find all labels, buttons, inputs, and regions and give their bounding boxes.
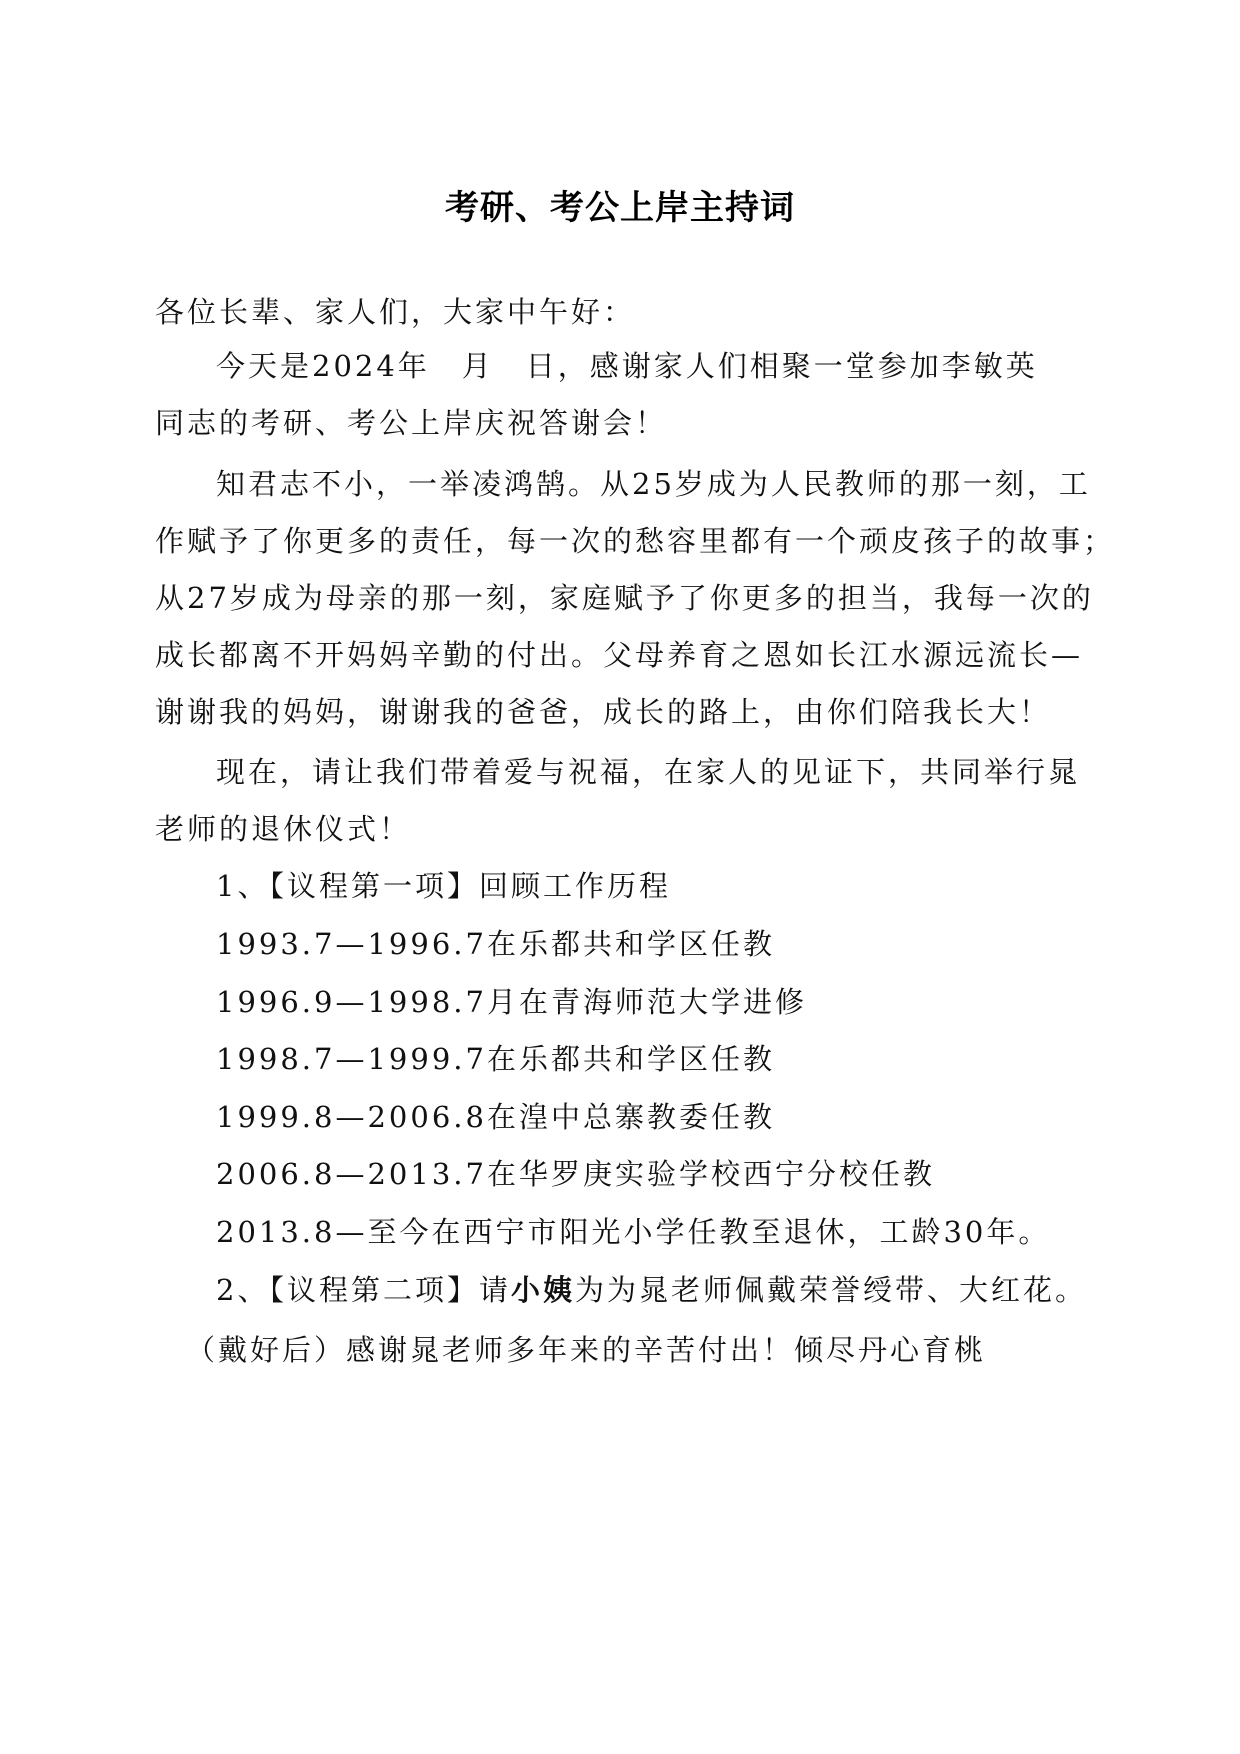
agenda-item-2-prefix: 2、【议程第二项】请 — [216, 1273, 511, 1307]
paragraph-line: 同志的考研、考公上岸庆祝答谢会！ — [155, 406, 668, 440]
paragraph-line: 成长都离不开妈妈辛勤的付出。父母养育之恩如长江水源远流长— — [155, 638, 1084, 672]
paragraph-line: 今天是2024年 月 日，感谢家人们相聚一堂参加李敏英 — [216, 349, 1038, 383]
agenda-item-2-highlight: 小姨 — [510, 1273, 575, 1307]
agenda-item-1: 1、【议程第一项】回顾工作历程 — [216, 869, 671, 903]
greeting-line: 各位长辈、家人们，大家中午好： — [155, 295, 636, 329]
timeline-entry: 2006.8—2013.7在华罗庚实验学校西宁分校任教 — [216, 1157, 935, 1191]
paragraph-line: 知君志不小，一举凌鸿鹄。从25岁成为人民教师的那一刻，工 — [216, 467, 1091, 501]
timeline-entry: 1999.8—2006.8在湟中总寨教委任教 — [216, 1100, 775, 1134]
paragraph-line: 作赋予了你更多的责任，每一次的愁容里都有一个顽皮孩子的故事； — [155, 524, 1116, 558]
paragraph-line: 谢谢我的妈妈，谢谢我的爸爸，成长的路上，由你们陪我长大！ — [155, 695, 1052, 729]
paragraph-line: （戴好后）感谢晁老师多年来的辛苦付出！倾尽丹心育桃 — [186, 1333, 987, 1367]
agenda-item-2-suffix: 为为晁老师佩戴荣誉绶带、大红花。 — [574, 1273, 1087, 1307]
paragraph-line: 老师的退休仪式！ — [155, 812, 412, 846]
timeline-entry: 2013.8—至今在西宁市阳光小学任教至退休，工龄30年。 — [216, 1215, 1051, 1249]
timeline-entry: 1993.7—1996.7在乐都共和学区任教 — [216, 927, 775, 961]
paragraph-line: 现在，请让我们带着爱与祝福，在家人的见证下，共同举行晁 — [216, 755, 1081, 789]
document-title: 考研、考公上岸主持词 — [445, 188, 795, 228]
timeline-entry: 1998.7—1999.7在乐都共和学区任教 — [216, 1042, 775, 1076]
paragraph-line: 从27岁成为母亲的那一刻，家庭赋予了你更多的担当，我每一次的 — [155, 581, 1094, 615]
timeline-entry: 1996.9—1998.7月在青海师范大学进修 — [216, 985, 807, 1019]
agenda-item-2 — [216, 1270, 1087, 1310]
